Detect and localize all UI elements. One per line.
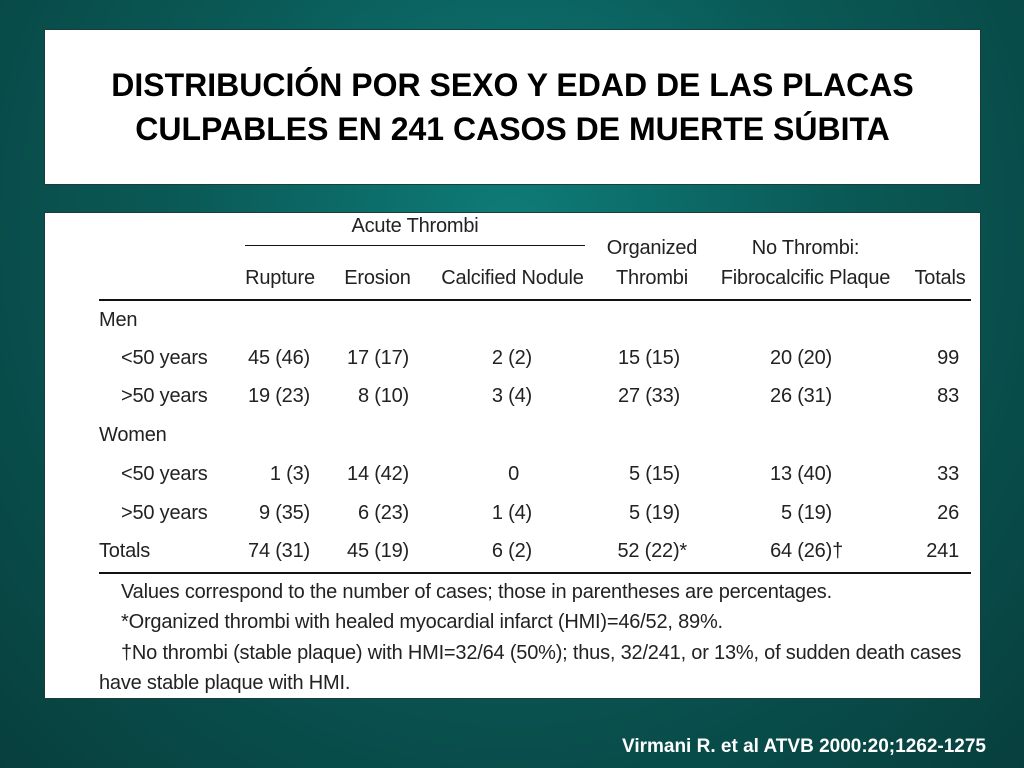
- footnote-no-thrombi-cont: have stable plaque with HMI.: [99, 672, 351, 694]
- cell-rupture: 45 (46): [248, 347, 310, 369]
- cell-calcified: 0: [508, 463, 519, 485]
- cell-organized: 5 (19): [628, 502, 680, 524]
- col-header-totals: Totals: [914, 267, 966, 289]
- cell-nothrombi: 5 (19): [780, 502, 832, 524]
- group-header-acute-thrombi: Acute Thrombi: [351, 215, 479, 237]
- footnote-organized-thrombi: *Organized thrombi with healed myocardial infarct (HMI)=46/52, 89%.: [121, 611, 723, 633]
- header-bottom-rule: [99, 299, 971, 301]
- cell-rupture: 1 (3): [269, 463, 310, 485]
- total-totals: 241: [926, 540, 959, 562]
- total-rupture: 74 (31): [248, 540, 310, 562]
- cell-totals: 83: [937, 385, 959, 407]
- col-header-rupture: Rupture: [245, 267, 315, 289]
- section-women: Women: [99, 424, 167, 446]
- group-header-rule: [245, 245, 585, 246]
- table-bottom-rule: [99, 572, 971, 574]
- col-header-organized-line1: Organized: [606, 237, 698, 259]
- section-men: Men: [99, 309, 138, 331]
- cell-rupture: 9 (35): [258, 502, 310, 524]
- cell-totals: 33: [937, 463, 959, 485]
- col-header-calcified-nodule: Calcified Nodule: [441, 267, 584, 289]
- col-header-erosion: Erosion: [344, 267, 411, 289]
- total-organized: 52 (22)*: [617, 540, 687, 562]
- cell-organized: 15 (15): [618, 347, 680, 369]
- slide-title: DISTRIBUCIÓN POR SEXO Y EDAD DE LAS PLACAS CULPABLES EN 241 CASOS DE MUERTE SÚBITA: [111, 67, 914, 147]
- total-calcified: 6 (2): [491, 540, 532, 562]
- col-header-organized-line2: Thrombi: [616, 267, 688, 289]
- row-label: >50 years: [121, 385, 208, 407]
- cell-nothrombi: 20 (20): [770, 347, 832, 369]
- col-header-nothrombi-line1: No Thrombi:: [751, 237, 860, 259]
- cell-calcified: 3 (4): [491, 385, 532, 407]
- cell-totals: 26: [937, 502, 959, 524]
- cell-erosion: 14 (42): [347, 463, 409, 485]
- cell-nothrombi: 26 (31): [770, 385, 832, 407]
- data-table: [44, 212, 981, 699]
- cell-nothrombi: 13 (40): [770, 463, 832, 485]
- row-label: >50 years: [121, 502, 208, 524]
- row-label: <50 years: [121, 347, 208, 369]
- col-header-nothrombi-line2: Fibrocalcific Plaque: [720, 267, 891, 289]
- title-box: [44, 29, 981, 185]
- cell-rupture: 19 (23): [248, 385, 310, 407]
- footnote-values: Values correspond to the number of cases; those in parentheses are percentages.: [121, 581, 832, 603]
- footnote-no-thrombi: †No thrombi (stable plaque) with HMI=32/64 (50%); thus, 32/241, or 13%, of sudden death cases: [121, 642, 962, 664]
- total-nothrombi: 64 (26)†: [770, 540, 843, 562]
- cell-organized: 27 (33): [618, 385, 680, 407]
- cell-totals: 99: [937, 347, 959, 369]
- cell-erosion: 6 (23): [357, 502, 409, 524]
- totals-row-label: Totals: [99, 540, 151, 562]
- cell-calcified: 1 (4): [491, 502, 532, 524]
- cell-erosion: 17 (17): [347, 347, 409, 369]
- cell-calcified: 2 (2): [491, 347, 532, 369]
- cell-organized: 5 (15): [628, 463, 680, 485]
- total-erosion: 45 (19): [347, 540, 409, 562]
- row-label: <50 years: [121, 463, 208, 485]
- cell-erosion: 8 (10): [357, 385, 409, 407]
- citation: Virmani R. et al ATVB 2000:20;1262-1275: [621, 736, 986, 757]
